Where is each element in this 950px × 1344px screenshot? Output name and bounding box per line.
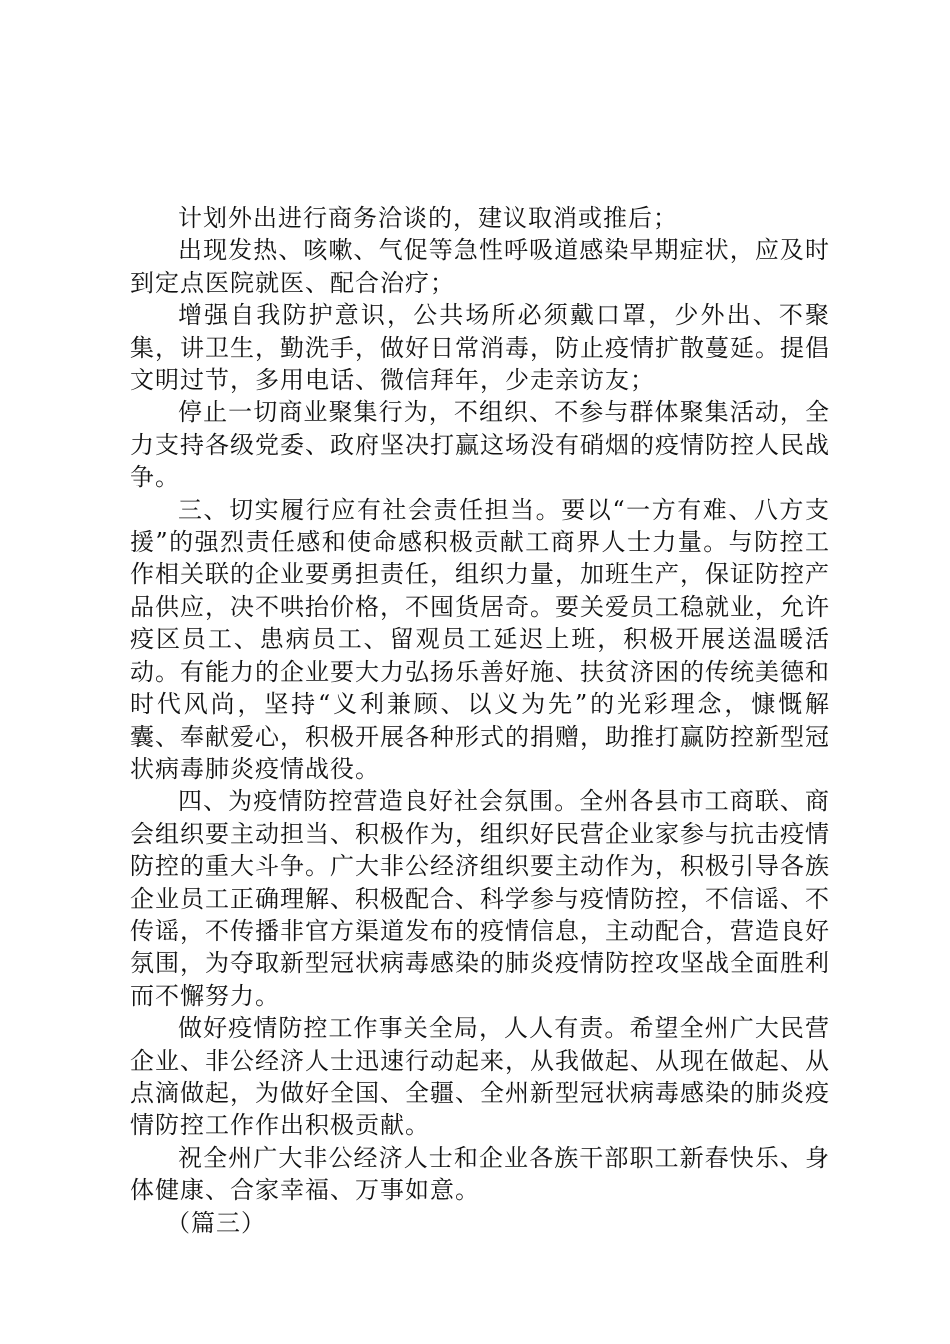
paragraph-symptoms: 出现发热、咳嗽、气促等急性呼吸道感染早期症状，应及时到定点医院就医、配合治疗； (130, 236, 830, 297)
section-marker-part-three: （篇三） (166, 1208, 266, 1237)
paragraph-self-protection: 增强自我防护意识，公共场所必须戴口罩，少外出、不聚集，讲卫生，勤洗手，做好日常消毒，防止疫情扩散蔓延。提倡文明过节，多用电话、微信拜年，少走亲访友； (130, 301, 830, 395)
paragraph-section-four: 四、为疫情防控营造良好社会氛围。全州各县市工商联、商会组织要主动担当、积极作为，组织好民营企业家参与抗击疫情防控的重大斗争。广大非公经济组织要主动作为，积极引导各族企业员工正确理解、积极配合、科学参与疫情防控，不信谣、不传谣，不传播非官方渠道发布的疫情信息，主动配合，营造良好氛围，为夺取新型冠状病毒感染的肺炎疫情防控攻坚战全面胜利而不懈努力。 (130, 787, 830, 1010)
paragraph-section-three: 三、切实履行应有社会责任担当。要以“一方有难、八方支援”的强烈责任感和使命感积极贡献工商界人士力量。与防控工作相关联的企业要勇担责任，组织力量，加班生产，保证防控产品供应，决不哄抬价格，不囤货居奇。要关爱员工稳就业，允许疫区员工、患病员工、留观员工延迟上班，积极开展送温暖活动。有能力的企业要大力弘扬乐善好施、扶贫济困的传统美德和时代风尚，坚持“义利兼顾、以义为先”的光彩理念，慷慨解囊、奉献爱心，积极开展各种形式的捐赠，助推打赢防控新型冠状病毒肺炎疫情战役。 (130, 495, 830, 783)
paragraph-overall-responsibility: 做好疫情防控工作事关全局，人人有责。希望全州广大民营企业、非公经济人士迅速行动起来，从我做起、从现在做起、从点滴做起，为做好全国、全疆、全州新型冠状病毒感染的肺炎疫情防控工作作出积极贡献。 (130, 1014, 830, 1140)
paragraph-stop-gatherings: 停止一切商业聚集行为，不组织、不参与群体聚集活动，全力支持各级党委、政府坚决打赢这场没有硝烟的疫情防控人民战争。 (130, 398, 830, 492)
paragraph-greetings: 祝全州广大非公经济人士和企业各族干部职工新春快乐、身体健康、合家幸福、万事如意。 (130, 1143, 830, 1205)
document-body (130, 202, 830, 1239)
paragraph-travel-advice: 计划外出进行商务洽谈的，建议取消或推后； (178, 204, 678, 232)
